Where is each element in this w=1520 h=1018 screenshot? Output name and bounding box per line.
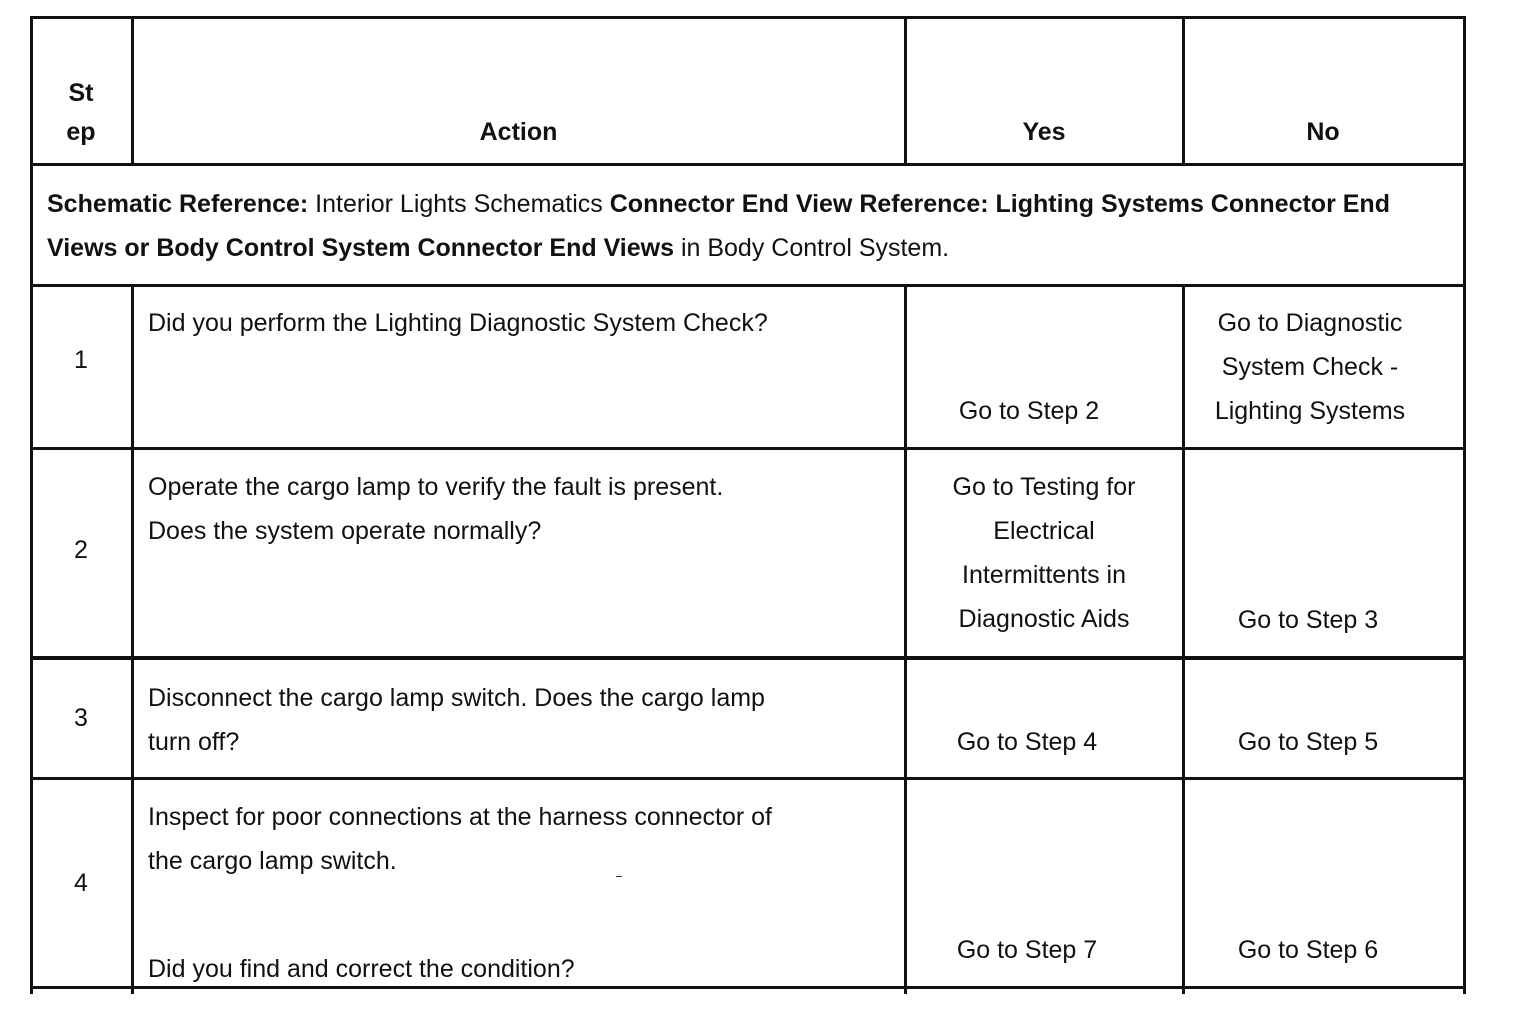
table-border-right	[1463, 16, 1466, 994]
header-no: No	[1306, 118, 1340, 146]
stray-mark	[616, 876, 622, 877]
row-2-yes: Go to Testing for Electrical Intermittents in Diagnostic Aids	[952, 473, 1136, 633]
row-4-action-question: Did you find and correct the condition?	[148, 955, 575, 983]
row-1-step: 1	[74, 346, 88, 374]
row-3-action: Disconnect the cargo lamp switch. Does the cargo lamp turn off?	[148, 684, 765, 756]
row-4-yes: Go to Step 7	[956, 936, 1098, 964]
row-2-step: 2	[74, 536, 88, 564]
header-divider	[30, 163, 1466, 166]
row-1-action: Did you perform the Lighting Diagnostic System Check?	[148, 309, 768, 337]
row-3-no: Go to Step 5	[1237, 728, 1379, 756]
connector-reference-text: in Body Control System.	[674, 234, 950, 262]
reference-divider	[30, 284, 1466, 287]
header-yes: Yes	[1022, 118, 1066, 146]
schematic-reference-label: Schematic Reference:	[47, 190, 309, 218]
row-4-action-inspect: Inspect for poor connections at the harness connector of the cargo lamp switch.	[148, 803, 772, 875]
row-2-divider	[30, 656, 1466, 660]
header-step: St ep	[66, 79, 96, 146]
row-1-divider	[30, 447, 1466, 450]
row-2-no: Go to Step 3	[1237, 606, 1379, 634]
row-2-action: Operate the cargo lamp to verify the fault is present. Does the system operate normally?	[148, 473, 724, 545]
row-3-step: 3	[74, 704, 88, 732]
connector-reference-label: Connector End View Reference: Lighting Systems Connector End Views or Body Control System Connector End Views	[47, 190, 1390, 262]
diagnostic-table	[30, 16, 1466, 991]
row-4-no: Go to Step 6	[1237, 936, 1379, 964]
row-1-yes: Go to Step 2	[958, 397, 1100, 425]
schematic-reference-text: Interior Lights Schematics	[308, 190, 610, 218]
row-3-yes: Go to Step 4	[956, 728, 1098, 756]
schematic-reference	[47, 182, 1447, 270]
table-border-left	[30, 16, 33, 994]
row-3-divider	[30, 777, 1466, 780]
row-4-step: 4	[74, 869, 88, 897]
row-1-no: Go to Diagnostic System Check - Lighting Systems	[1214, 309, 1406, 425]
table-border-top	[30, 16, 1466, 19]
header-action: Action	[479, 118, 558, 146]
